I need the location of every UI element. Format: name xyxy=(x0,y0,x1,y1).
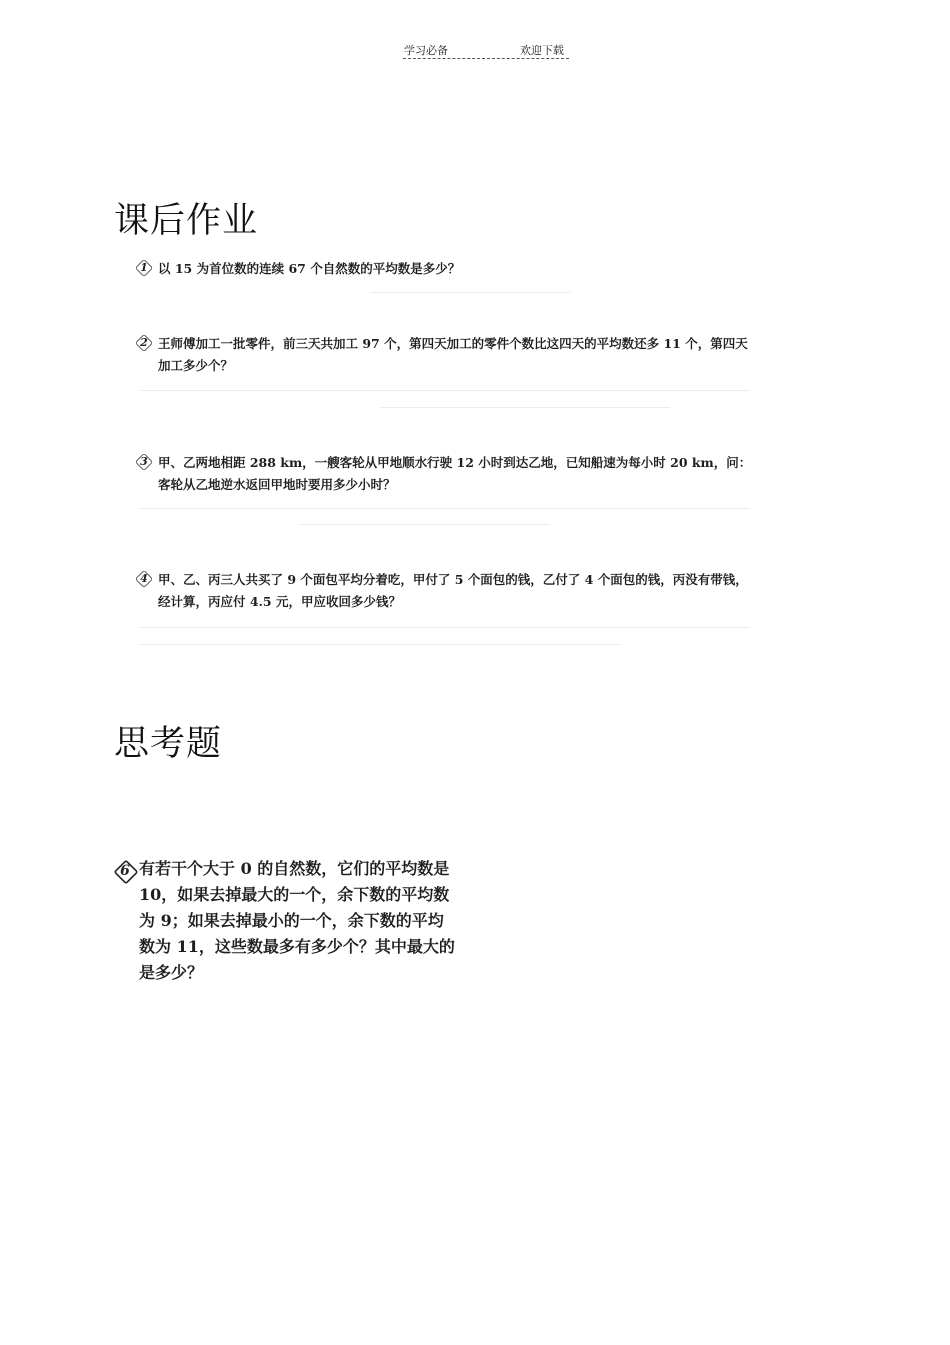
bleed-through-line xyxy=(140,390,750,391)
homework-section-title: 课后作业 xyxy=(114,201,259,241)
bleed-through-line xyxy=(140,508,750,509)
header-right-text: 欢迎下载 xyxy=(520,44,564,57)
bleed-through-line xyxy=(140,644,620,645)
problem-number-badge: 4 xyxy=(136,571,152,587)
bleed-through-line xyxy=(140,627,750,628)
page-header xyxy=(403,40,569,59)
problem-number-badge: 6 xyxy=(115,861,135,881)
problem-text: 以 15 为首位数的连续 67 个自然数的平均数是多少？ xyxy=(158,261,461,276)
problem-text: 甲、乙两地相距 288 km，一艘客轮从甲地顺水行驶 12 小时到达乙地，已知船速为每小时 20 km，问：客轮从乙地逆水返回甲地时要用多少小时？ xyxy=(158,455,752,492)
thinking-section-title: 思考题 xyxy=(114,724,223,764)
problem-number-badge: 3 xyxy=(136,454,152,470)
problem-text: 甲、乙、丙三人共买了 9 个面包平均分着吃，甲付了 5 个面包的钱，乙付了 4 个面包的钱，丙没有带钱，经计算，丙应付 4.5 元，甲应收回多少钱？ xyxy=(158,572,748,609)
bleed-through-line xyxy=(370,292,570,293)
header-left-text: 学习必备 xyxy=(404,44,448,57)
problem-number-badge: 2 xyxy=(136,335,152,351)
bleed-through-line xyxy=(380,407,670,408)
problem-text: 王师傅加工一批零件，前三天共加工 97 个，第四天加工的零件个数比这四天的平均数还多 11 个，第四天加工多少个？ xyxy=(158,336,748,373)
problem-number-badge: 1 xyxy=(136,260,152,276)
bleed-through-line xyxy=(300,524,550,525)
problem-text: 有若干个大于 0 的自然数，它们的平均数是 10，如果去掉最大的一个，余下数的平均数为 9；如果去掉最小的一个，余下数的平均数为 11，这些数最多有多少个？其中最大的是多少？ xyxy=(139,859,455,982)
